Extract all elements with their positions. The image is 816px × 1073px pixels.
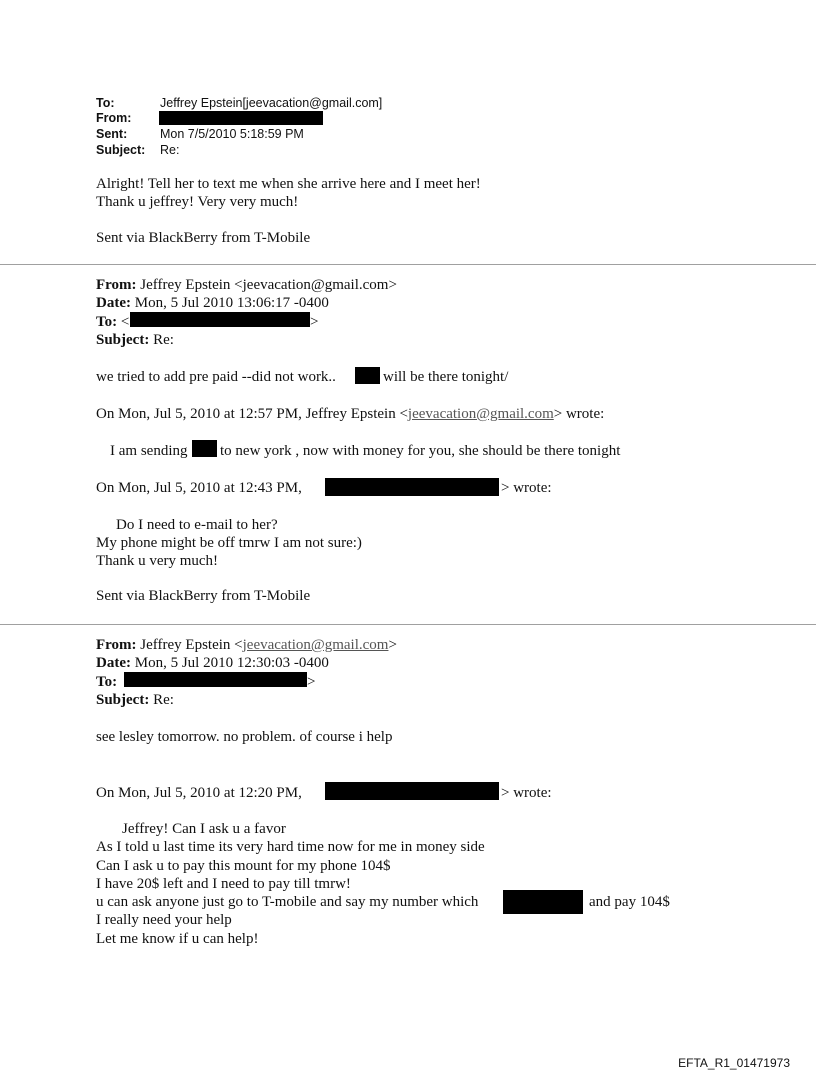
redaction-block: [159, 111, 323, 125]
msg3-quote-number-after: and pay 104$: [589, 894, 670, 910]
message-divider: [0, 264, 816, 265]
msg3-date-label: Date:: [96, 655, 131, 671]
msg3-date-line: [96, 654, 329, 672]
msg2-quote1-body-after: to new york , now with money for you, she should be there tonight: [220, 443, 621, 459]
redaction-block: [325, 478, 499, 496]
msg3-date-value: Mon, 5 Jul 2010 12:30:03 -0400: [134, 655, 329, 671]
msg3-quote-number-before: u can ask anyone just go to T-mobile and say my number which: [96, 894, 479, 910]
msg2-signature: Sent via BlackBerry from T-Mobile: [96, 588, 311, 604]
msg3-quote-line: I have 20$ left and I need to pay till tmrw!: [96, 876, 351, 892]
header-subject-label: Subject:: [96, 143, 146, 157]
redaction-block: [124, 672, 307, 687]
header-sent-value: Mon 7/5/2010 5:18:59 PM: [160, 127, 304, 141]
msg2-quote1-prefix: On Mon, Jul 5, 2010 at 12:57 PM, Jeffrey Epstein <: [96, 406, 408, 422]
msg3-quote-line: Can I ask u to pay this mount for my phone 104$: [96, 858, 391, 874]
email-link[interactable]: jeevacation@gmail.com: [242, 637, 389, 653]
redaction-block: [130, 312, 310, 327]
msg2-subject-label: Subject:: [96, 332, 150, 348]
document-id: EFTA_R1_01471973: [678, 1056, 790, 1070]
msg3-body: see lesley tomorrow. no problem. of course i help: [96, 729, 393, 745]
msg3-from-name: Jeffrey Epstein <: [140, 637, 243, 653]
redaction-block: [325, 782, 499, 800]
msg2-to-line: [96, 313, 129, 331]
header-sent-label: Sent:: [96, 127, 128, 141]
redaction-block: [192, 440, 217, 457]
msg2-quote1-suffix: > wrote:: [553, 406, 605, 422]
header-subject-value: Re:: [160, 143, 180, 157]
msg1-signature: Sent via BlackBerry from T-Mobile: [96, 230, 311, 246]
msg3-to-label: To:: [96, 674, 118, 690]
msg2-quote1-header: [96, 405, 604, 423]
msg3-subject-label: Subject:: [96, 692, 150, 708]
msg2-from-line: [96, 276, 397, 294]
header-to-label: To:: [96, 96, 115, 110]
msg2-quote2-prefix: On Mon, Jul 5, 2010 at 12:43 PM,: [96, 480, 302, 496]
msg3-subject-value: Re:: [153, 692, 174, 708]
msg2-body-before: we tried to add pre paid --did not work..: [96, 369, 336, 385]
msg2-date-line: [96, 294, 329, 312]
msg2-quote2-body-line: Do I need to e-mail to her?: [116, 517, 278, 533]
msg2-quote1-body-before: I am sending: [110, 443, 188, 459]
email-link[interactable]: jeevacation@gmail.com: [407, 406, 554, 422]
msg3-from-label: From:: [96, 637, 137, 653]
message-divider: [0, 624, 816, 625]
msg2-date-label: Date:: [96, 295, 131, 311]
msg3-quote-line: As I told u last time its very hard time now for me in money side: [96, 839, 485, 855]
msg2-subject-line: [96, 331, 174, 349]
msg2-date-value: Mon, 5 Jul 2010 13:06:17 -0400: [134, 295, 329, 311]
msg3-quote-tail-line: Let me know if u can help!: [96, 931, 259, 947]
msg2-from-label: From:: [96, 277, 137, 293]
redaction-block: [503, 890, 583, 914]
msg2-quote2-body-line: Thank u very much!: [96, 553, 219, 569]
msg3-quote-tail-line: I really need your help: [96, 912, 232, 928]
msg3-quote-prefix: On Mon, Jul 5, 2010 at 12:20 PM,: [96, 785, 302, 801]
msg1-body-line: Thank u jeffrey! Very very much!: [96, 194, 299, 210]
msg2-quote2-suffix: > wrote:: [501, 480, 552, 496]
msg3-quote-suffix: > wrote:: [501, 785, 552, 801]
redaction-block: [355, 367, 380, 384]
msg2-to-prefix: <: [120, 314, 130, 330]
msg2-to-label: To:: [96, 314, 118, 330]
msg2-from-value: Jeffrey Epstein <jeevacation@gmail.com>: [140, 277, 397, 293]
msg3-quote-line: Jeffrey! Can I ask u a favor: [122, 821, 286, 837]
msg2-body-after: will be there tonight/: [383, 369, 509, 385]
msg3-from-line: [96, 636, 397, 654]
header-from-label: From:: [96, 111, 132, 125]
header-to-value: Jeffrey Epstein[jeevacation@gmail.com]: [160, 96, 383, 110]
msg3-subject-line: [96, 691, 174, 709]
msg1-body-line: Alright! Tell her to text me when she arrive here and I meet her!: [96, 176, 481, 192]
msg2-to-suffix: >: [310, 314, 319, 330]
msg3-to-suffix: >: [307, 674, 316, 690]
msg2-quote2-body-line: My phone might be off tmrw I am not sure:): [96, 535, 362, 551]
msg2-subject-value: Re:: [153, 332, 174, 348]
msg3-from-close: >: [388, 637, 397, 653]
